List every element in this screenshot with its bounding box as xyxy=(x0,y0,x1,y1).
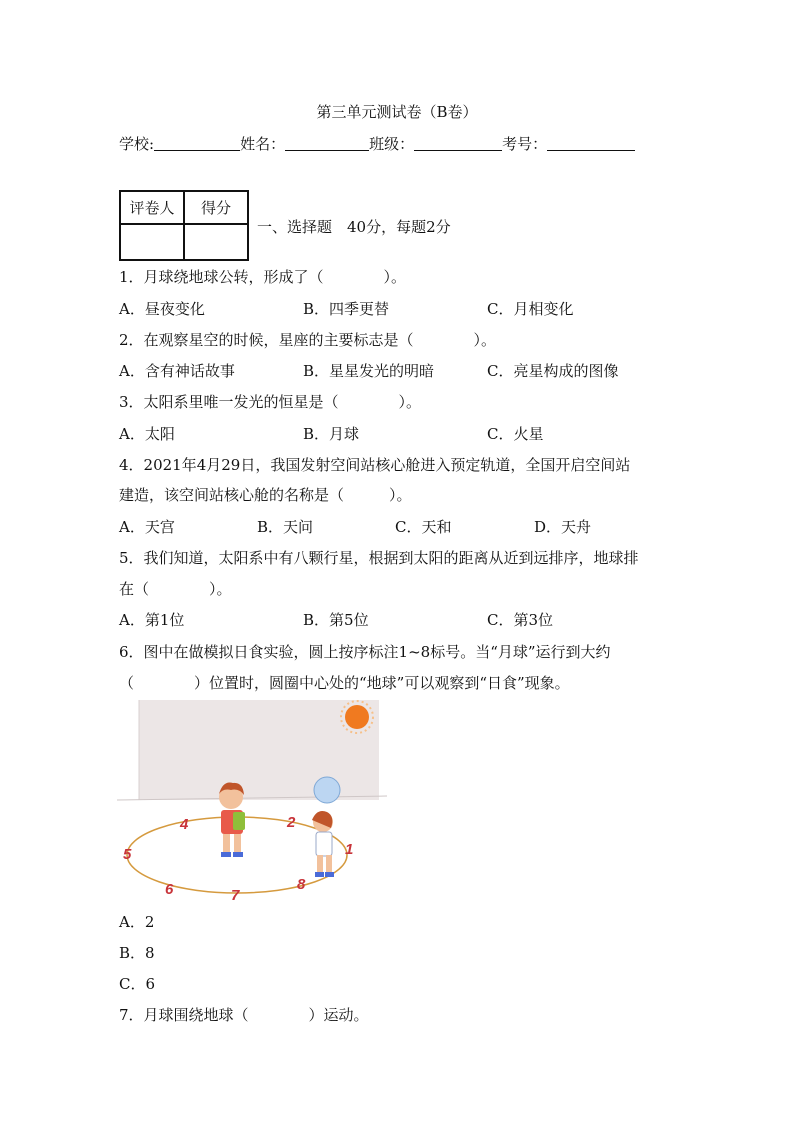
solar-eclipse-experiment-illustration xyxy=(117,700,389,902)
orbit-position-2: 2 xyxy=(287,814,296,831)
student-info-line xyxy=(119,133,635,154)
question-4-stem-line-2: 建造，该空间站核心舱的名称是（ ）。 xyxy=(119,486,412,504)
question-1-option-b[interactable]: B．四季更替 xyxy=(303,300,390,318)
question-1-option-c[interactable]: C．月相变化 xyxy=(487,300,574,318)
question-3-stem: 3．太阳系里唯一发光的恒星是（ ）。 xyxy=(119,393,422,411)
score-header: 得分 xyxy=(184,191,248,224)
exam-number-label: 考号： xyxy=(502,135,548,153)
question-6-stem-line-1: 6．图中在做模拟日食实验，圆上按序标注1~8标号。当“月球”运行到大约 xyxy=(119,643,611,661)
question-4-option-b[interactable]: B．天问 xyxy=(257,518,314,536)
grader-table xyxy=(119,190,249,261)
child-earth-icon xyxy=(219,782,245,857)
question-5-stem-line-2: 在（ ）。 xyxy=(119,580,232,598)
question-2-option-b[interactable]: B．星星发光的明暗 xyxy=(303,362,435,380)
question-2-stem: 2．在观察星空的时候，星座的主要标志是（ ）。 xyxy=(119,331,497,349)
name-field[interactable] xyxy=(285,136,369,151)
question-6-option-b[interactable]: B．8 xyxy=(119,944,155,962)
class-field[interactable] xyxy=(414,136,502,151)
page-title: 第三单元测试卷（B卷） xyxy=(316,103,478,121)
question-2-option-c[interactable]: C．亮星构成的图像 xyxy=(487,362,619,380)
question-3-option-b[interactable]: B．月球 xyxy=(303,425,360,443)
question-4-option-c[interactable]: C．天和 xyxy=(395,518,452,536)
question-1-option-a[interactable]: A．昼夜变化 xyxy=(119,300,205,318)
question-4-stem-line-1: 4．2021年4月29日，我国发射空间站核心舱进入预定轨道，全国开启空间站 xyxy=(119,456,631,474)
orbit-position-1: 1 xyxy=(345,841,354,858)
orbit-position-8: 8 xyxy=(297,876,306,893)
question-1-stem: 1．月球绕地球公转，形成了（ ）。 xyxy=(119,268,407,286)
orbit-position-4: 4 xyxy=(180,816,189,833)
exam-number-field[interactable] xyxy=(547,136,635,151)
reviewer-cell[interactable] xyxy=(120,224,184,260)
school-field[interactable] xyxy=(154,136,240,151)
question-4-option-d[interactable]: D．天舟 xyxy=(534,518,592,536)
orbit-position-5: 5 xyxy=(123,846,132,863)
section-heading: 一、选择题 40分，每题2分 xyxy=(257,218,451,236)
question-5-option-c[interactable]: C．第3位 xyxy=(487,611,554,629)
question-7-stem: 7．月球围绕地球（ ）运动。 xyxy=(119,1006,369,1024)
name-label: 姓名： xyxy=(240,135,286,153)
question-4-option-a[interactable]: A．天宫 xyxy=(119,518,175,536)
question-5-option-b[interactable]: B．第5位 xyxy=(303,611,369,629)
orbit-position-7: 7 xyxy=(231,887,240,902)
score-cell[interactable] xyxy=(184,224,248,260)
question-3-option-a[interactable]: A．太阳 xyxy=(119,425,175,443)
question-6-stem-line-2: （ ）位置时，圆圈中心处的“地球”可以观察到“日食”现象。 xyxy=(119,674,570,692)
question-6-option-a[interactable]: A．2 xyxy=(119,913,155,931)
class-label: 班级： xyxy=(369,135,415,153)
school-label: 学校: xyxy=(119,135,155,153)
question-5-stem-line-1: 5．我们知道，太阳系中有八颗行星，根据到太阳的距离从近到远排序，地球排 xyxy=(119,549,639,567)
orbit-position-6: 6 xyxy=(165,881,174,898)
question-2-option-a[interactable]: A．含有神话故事 xyxy=(119,362,235,380)
question-3-option-c[interactable]: C．火星 xyxy=(487,425,544,443)
reviewer-header: 评卷人 xyxy=(120,191,184,224)
question-5-option-a[interactable]: A．第1位 xyxy=(119,611,185,629)
wall-backdrop xyxy=(139,700,379,800)
question-6-option-c[interactable]: C．6 xyxy=(119,975,156,993)
child-moon-icon xyxy=(312,777,340,877)
